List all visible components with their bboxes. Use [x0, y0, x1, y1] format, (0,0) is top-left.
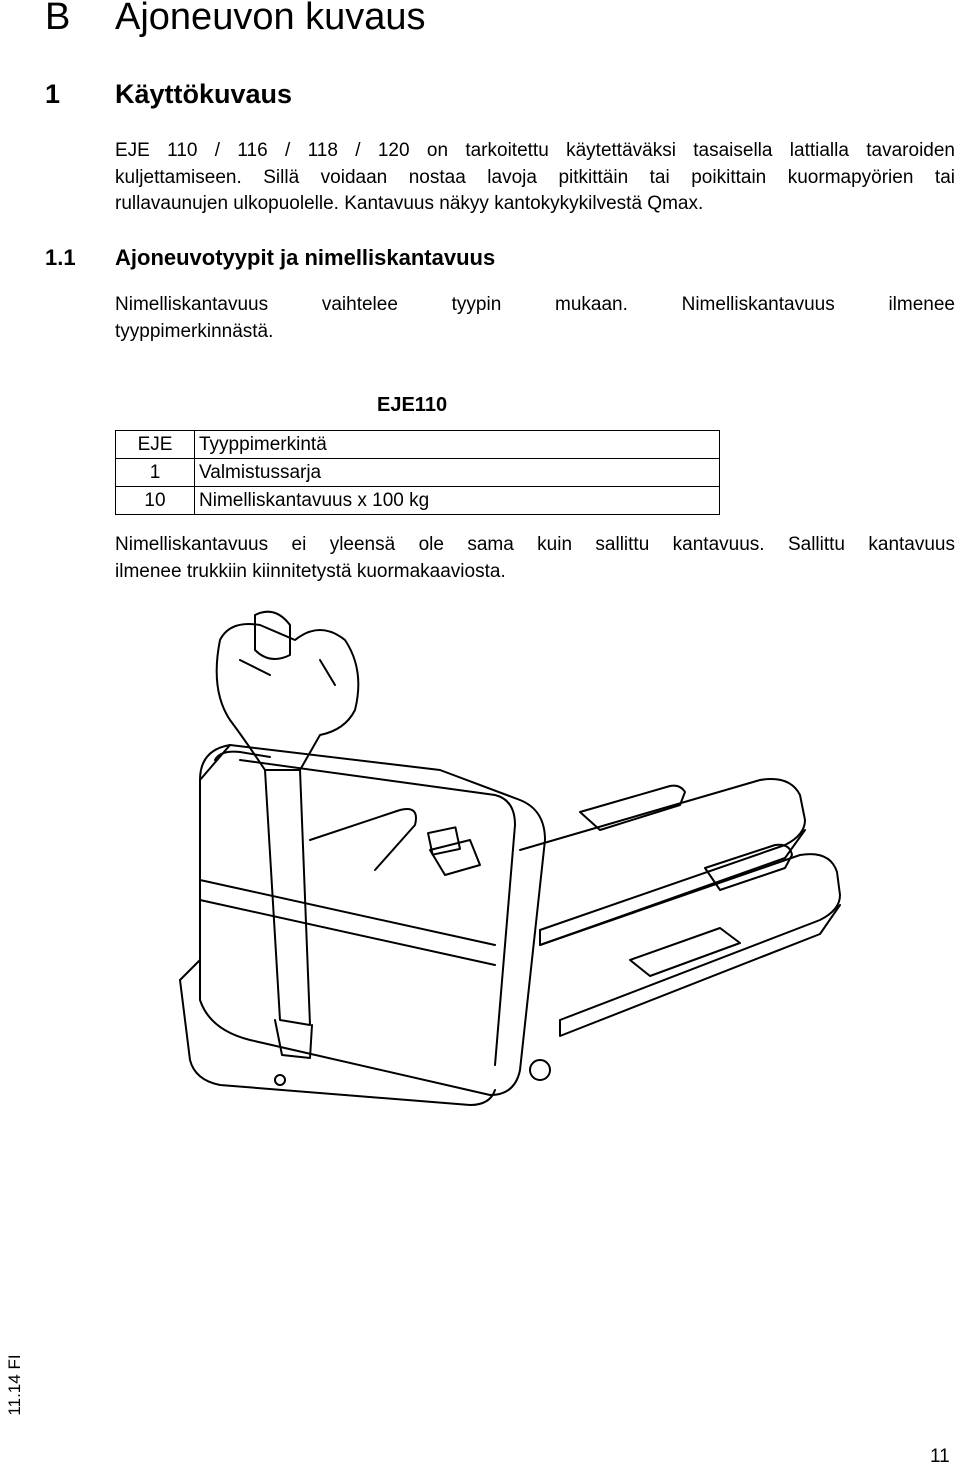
table-cell-meaning: Nimelliskantavuus x 100 kg: [195, 487, 720, 515]
subsection-paragraph: [115, 292, 955, 345]
subsection-title: Ajoneuvotyypit ja nimelliskantavuus: [115, 245, 496, 270]
section-title: Ajoneuvon kuvaus: [115, 0, 426, 38]
subsection-line: Nimelliskantavuus vaihtelee tyypin mukaan. Nimelliskantavuus ilmenee: [115, 294, 955, 315]
intro-paragraph: [115, 138, 955, 218]
table-cell-meaning: Tyyppimerkintä: [195, 431, 720, 459]
drive-unit-body: [180, 745, 550, 1105]
pallet-truck-illustration: [160, 600, 850, 1120]
note-line: Nimelliskantavuus ei yleensä ole sama kuin sallittu kantavuus. Sallittu kantavuus: [115, 534, 955, 555]
fork-left: [520, 779, 805, 945]
intro-line: kuljettamiseen. Sillä voidaan nostaa lavoja pitkittäin tai poikittain kuormapyörien tai: [115, 166, 955, 188]
type-code-table: [115, 430, 720, 515]
table-row: [116, 431, 720, 459]
table-cell-code: 1: [116, 459, 195, 487]
note-line: ilmenee trukkiin kiinnitetystä kuormakaaviosta.: [115, 560, 506, 582]
section-letter: B: [45, 0, 71, 38]
edition-label: 11.14 FI: [5, 1354, 24, 1416]
page-number: 11: [930, 1446, 950, 1467]
subsection-line: tyyppimerkinnästä.: [115, 320, 274, 342]
table-cell-meaning: Valmistussarja: [195, 459, 720, 487]
table-cell-code: EJE: [116, 431, 195, 459]
note-paragraph: [115, 532, 955, 585]
subsection-number: 1.1: [45, 245, 76, 270]
chapter-number: 1: [45, 79, 61, 109]
table-row: [116, 487, 720, 515]
table-caption: EJE110: [377, 394, 448, 416]
intro-line: EJE 110 / 116 / 118 / 120 on tarkoitettu käytettäväksi tasaisella lattialla tavaroiden: [115, 140, 955, 161]
table-row: [116, 459, 720, 487]
console: [310, 809, 480, 875]
fork-right: [540, 845, 840, 1036]
tiller-arm: [217, 612, 359, 1058]
table-cell-code: 10: [116, 487, 195, 515]
intro-line: rullavaunujen ulkopuolelle. Kantavuus näkyy kantokykykilvestä Qmax.: [115, 193, 704, 214]
chapter-title: Käyttökuvaus: [115, 79, 293, 109]
